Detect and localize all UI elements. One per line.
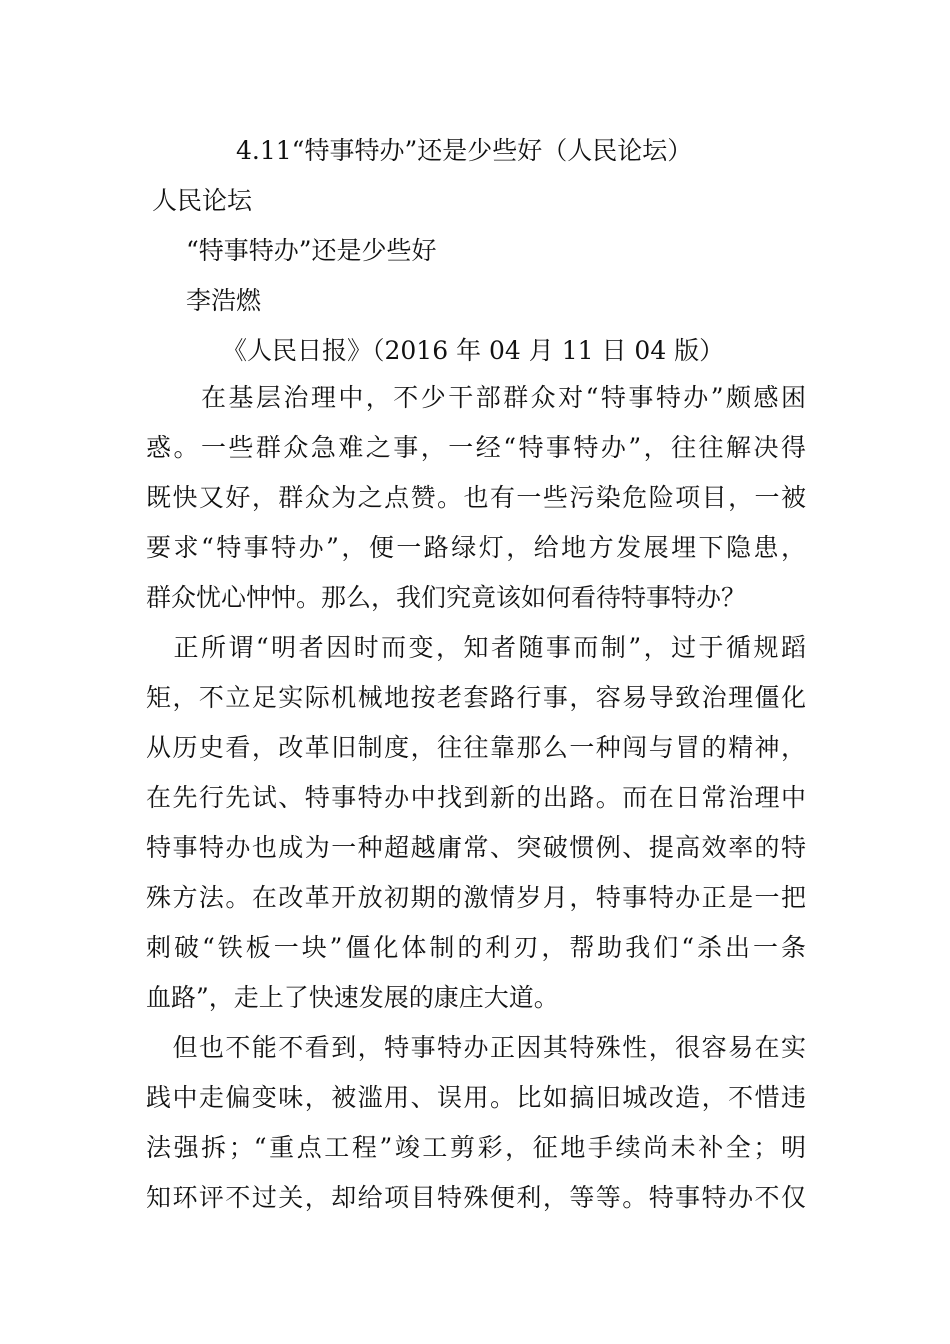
document-title: 4.11“特事特办”还是少些好（人民论坛）: [236, 136, 693, 165]
text-line: 特事特办也成为一种超越庸常、突破惯例、提高效率的特: [146, 833, 806, 862]
text-line: 刺破“铁板一块”僵化体制的利刃，帮助我们“杀出一条: [146, 933, 806, 962]
text-line: 血路”，走上了快速发展的康庄大道。: [146, 983, 559, 1012]
text-line: 法强拆；“重点工程”竣工剪彩，征地手续尚未补全；明: [146, 1133, 806, 1162]
text-line: 要求“特事特办”，便一路绿灯，给地方发展埋下隐患，: [146, 533, 806, 562]
text-line: 践中走偏变味，被滥用、误用。比如搞旧城改造，不惜违: [146, 1083, 806, 1112]
text-line: 群众忧心忡忡。那么，我们究竟该如何看待特事特办？: [146, 583, 747, 612]
source-line: 《人民日报》（2016 年 04 月 11 日 04 版）: [222, 336, 725, 365]
text-line: 但也不能不看到，特事特办正因其特殊性，很容易在实: [146, 1033, 806, 1062]
text-line: 在先行先试、特事特办中找到新的出路。而在日常治理中: [146, 783, 806, 812]
article-title: “特事特办”还是少些好: [186, 236, 437, 265]
paragraph-1: [146, 373, 806, 623]
text-line: 惑。一些群众急难之事，一经“特事特办”，往往解决得: [146, 433, 806, 462]
text-line: 在基层治理中，不少干部群众对“特事特办”颇感困: [146, 383, 806, 412]
paragraph-2: [146, 623, 806, 1023]
text-line: 从历史看，改革旧制度，往往靠那么一种闯与冒的精神，: [146, 733, 806, 762]
text-line: 正所谓“明者因时而变，知者随事而制”，过于循规蹈: [146, 633, 806, 662]
text-line: 殊方法。在改革开放初期的激情岁月，特事特办正是一把: [146, 883, 806, 912]
text-line: 知环评不过关，却给项目特殊便利，等等。特事特办不仅: [146, 1183, 806, 1212]
text-line: 既快又好，群众为之点赞。也有一些污染危险项目，一被: [146, 483, 806, 512]
text-line: 矩，不立足实际机械地按老套路行事，容易导致治理僵化: [146, 683, 806, 712]
column-name: 人民论坛: [152, 186, 253, 215]
paragraph-3: [146, 1023, 806, 1223]
author-name: 李浩燃: [186, 286, 262, 315]
